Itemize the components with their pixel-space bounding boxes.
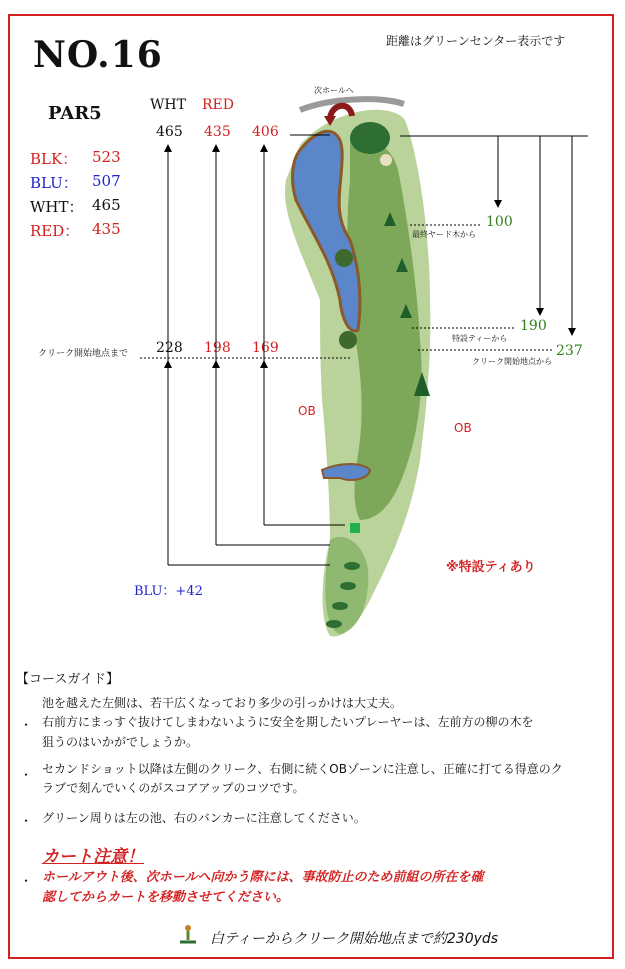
guide-item-4: グリーン周りは左の池、右のバンカーに注意してください。 [42,811,366,825]
bunker [380,154,392,166]
guide-item-3: セカンドショット以降は左側のクリーク、右側に続くOBゾーンに注意し、正確に打てる得意のク [42,762,563,776]
row-blu-label: BLU： [30,174,78,192]
cart-caution-line1: ホールアウト後、次ホールへ向かう際には、事故防止のため前組の所在を確 [42,870,484,885]
special-tee-note: ※特設ティあり [446,560,536,575]
bullet-icon: ・ [20,874,33,888]
putting-green [350,122,390,154]
tee-marker [350,523,360,533]
guide-title: 【コースガイド】 [16,672,119,687]
willow-tree-icon [335,249,353,267]
row-blk-value: 523 [92,148,121,166]
creek-distance-wht: 228 [156,340,183,356]
bullet-icon: ・ [20,718,33,732]
mark-190-value: 190 [520,318,547,334]
col-header-wht: WHT [150,97,186,113]
hole-number: NO.16 [33,34,163,76]
mark-237-value: 237 [556,343,583,359]
row-blk-label: BLK： [30,150,78,168]
creek-water [322,464,370,480]
creek-distance-special: 169 [252,340,279,356]
row-wht-label: WHT： [30,198,84,216]
creek-distance-red: 198 [204,340,231,356]
willow-tree-icon [339,331,357,349]
bullet-icon: ・ [20,814,33,828]
cart-caution-title: カート注意！ [42,847,144,867]
row-blu-value: 507 [92,172,121,190]
mark-100-label: 最終ヤード木から [412,230,476,239]
creek-label: クリーク開始地点まで [38,349,129,359]
mark-237-label: クリーク開始地点から [472,357,552,366]
distance-note: 距離はグリーンセンター表示です [386,34,566,48]
top-distance-red: 435 [204,124,231,140]
top-distance-special: 406 [252,124,279,140]
row-red-label: RED： [30,222,80,240]
blue-tee-note: BLU：+42 [134,584,203,599]
top-distance-wht: 465 [156,124,183,140]
par-label: PAR5 [48,103,102,124]
guide-item-2: 右前方にまっすぐ抜けてしまわないように安全を期したいプレーヤーは、左前方の柳の木を [42,715,534,729]
cart-caution-line2: 認してからカートを移動させてください。 [42,890,290,905]
guide-item-2b: 狙うのはいかがでしょうか。 [42,735,199,749]
next-hole-label: 次ホールへ [314,86,354,95]
bullet-icon: ・ [20,768,33,782]
row-wht-value: 465 [92,196,121,214]
mark-100-value: 100 [486,214,513,230]
ob-left: OB [298,404,316,418]
footer-note: 白ティーからクリーク開始地点まで約230yds [210,931,499,947]
guide-item-1: 池を越えた左側は、若干広くなっており多少の引っかけは大丈夫。 [42,696,403,710]
mark-190-label: 特設ティーから [452,334,508,343]
ob-right: OB [454,421,472,435]
guide-item-3b: ラブで刻んでいくのがスコアアップのコツです。 [42,781,305,795]
row-red-value: 435 [92,220,121,238]
col-header-red: RED [202,97,234,113]
